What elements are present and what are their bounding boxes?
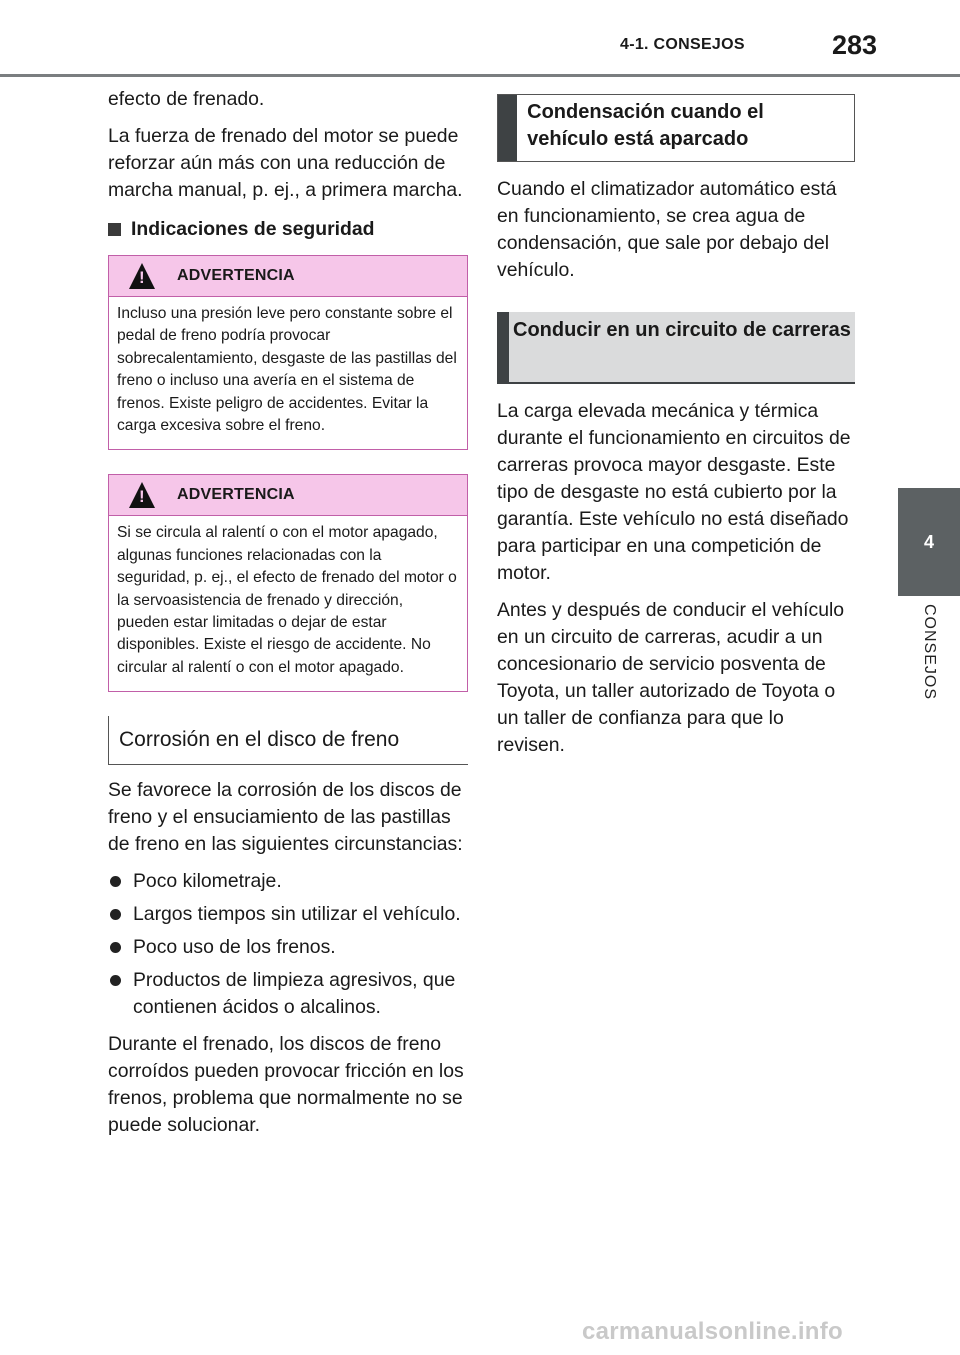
warning-text: Si se circula al ralentí o con el motor apagado, algunas funciones relacionadas con la seguridad, p. ej., el efecto de frenado del motor o la servoasistencia de frenado y dirección, pueden estar limitadas o dejar de estar disponibles. Existe el riesgo de accidente. No circular al ralentí o con el motor apagado.	[117, 524, 457, 676]
paragraph: Durante el frenado, los discos de freno corroídos pueden provocar fricción en los frenos, problema que normalmente no se puede solucionar.	[108, 1033, 464, 1137]
heading-box	[497, 312, 855, 384]
heading-bar	[497, 312, 509, 382]
watermark: carmanualsonline.info	[582, 1318, 844, 1345]
warning-header	[109, 475, 467, 516]
section-label: 4-1. CONSEJOS	[620, 36, 745, 53]
chapter-label: CONSEJOS	[921, 604, 938, 701]
warning-triangle-icon	[129, 482, 155, 508]
chapter-side-label	[898, 604, 960, 724]
warning-title: ADVERTENCIA	[177, 486, 295, 504]
chapter-tab	[898, 488, 960, 596]
subheading-text: Indicaciones de seguridad	[131, 218, 375, 240]
list-item: Productos de limpieza agresivos, que contienen ácidos o alcalinos.	[108, 967, 468, 1021]
section-heading	[108, 716, 468, 765]
warning-title: ADVERTENCIA	[177, 267, 295, 284]
warning-header	[109, 256, 467, 297]
paragraph: Antes y después de conducir el vehículo en un circuito de carreras, acudir a un concesionario de servicio posventa de Toyota, un taller autorizado de Toyota o un taller de confianza para que lo revisen.	[497, 599, 845, 756]
heading-title: Conducir en un circuito de carreras	[513, 319, 851, 341]
warning-box	[108, 474, 468, 692]
list-item: Largos tiempos sin utilizar el vehículo.	[108, 901, 468, 928]
warning-box	[108, 255, 468, 450]
list-item: Poco kilometraje.	[108, 868, 468, 895]
bullet-list	[108, 868, 468, 1021]
heading-box	[497, 94, 855, 162]
right-column	[497, 94, 855, 769]
list-item: Poco uso de los frenos.	[108, 934, 468, 961]
square-bullet-icon	[108, 223, 121, 236]
left-column	[108, 86, 468, 1149]
section-heading-text: Corrosión en el disco de freno	[119, 728, 400, 752]
paragraph: Cuando el climatizador automático está en funcionamiento, se crea agua de condensación, que sale por debajo del vehículo.	[497, 178, 837, 281]
subheading	[108, 218, 468, 241]
paragraph: La fuerza de frenado del motor se puede reforzar aún más con una reducción de marcha manual, p. ej., a primera marcha.	[108, 125, 463, 201]
paragraph: La carga elevada mecánica y térmica durante el funcionamiento en circuitos de carreras provoca mayor desgaste. Este tipo de desgaste no está cubierto por la garantía. Este vehículo no está diseñado para participar en una competición de motor.	[497, 400, 851, 584]
chapter-number: 4	[923, 531, 934, 552]
warning-triangle-icon	[129, 263, 155, 289]
warning-text: Incluso una presión leve pero constante sobre el pedal de freno podría provocar sobrecalentamiento, desgaste de las pastillas del freno o incluso una avería en el sistema de frenos. Existe peligro de accidentes. Evitar la carga excesiva sobre el freno.	[117, 305, 457, 435]
heading-title: Condensación cuando el vehículo está aparcado	[527, 101, 764, 150]
page-number: 283	[832, 30, 878, 60]
paragraph: Se favorece la corrosión de los discos de freno y el ensuciamiento de las pastillas de freno en las siguientes circunstancias:	[108, 779, 463, 856]
header-rule	[0, 74, 960, 77]
paragraph: efecto de frenado.	[108, 88, 265, 110]
heading-bar	[498, 95, 517, 161]
